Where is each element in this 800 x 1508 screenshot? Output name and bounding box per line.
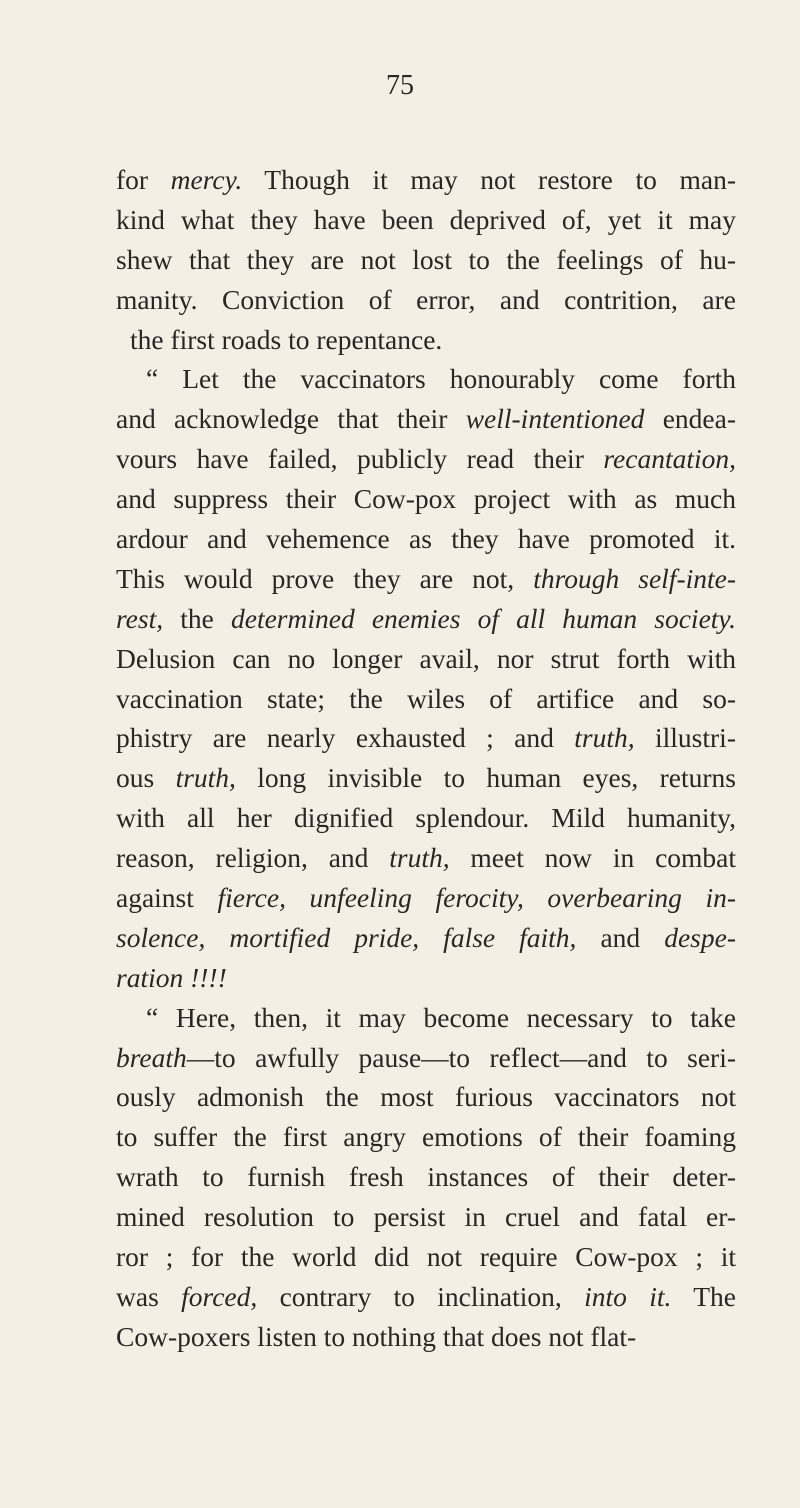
text-run: phistry are nearly exhausted ; and [116,722,575,754]
text-line [116,160,736,200]
text-run: and [576,921,665,953]
text-line [116,1277,736,1317]
text-run: to suffer the first angry emotions of their foaming [116,1121,736,1153]
text-line [116,838,736,878]
italic-text: recantation, [603,443,736,475]
text-run: endea- [644,403,736,435]
text-line [116,798,736,838]
text-run: the first roads to repentance. [130,323,443,355]
text-run: for [116,164,171,195]
text-line [116,320,736,360]
text-line [116,1038,736,1078]
italic-text: well-intentioned [465,403,645,435]
text-run: “ Let the vaccinators honourably come forth [146,363,736,395]
text-run: shew that they are not lost to the feelings of hu- [116,243,736,275]
text-line [116,479,736,519]
text-run: meet now in combat [449,842,736,874]
italic-text: despe- [664,921,736,953]
text-line [116,559,736,599]
italic-text: rest, [116,602,164,634]
text-run: Cow-poxers listen to nothing that does not flat- [116,1320,637,1352]
text-run: and suppress their Cow-pox project with as much [116,483,736,515]
text-run: —to awfully pause—to reflect—and to seri- [186,1041,736,1073]
italic-text: ration !!!! [116,961,227,993]
text-run: kind what they have been deprived of, yet it may [116,203,736,235]
text-line [116,758,736,798]
text-run: and acknowledge that their [116,403,466,435]
text-line [116,1157,736,1197]
italic-text: determined enemies of all human society. [231,602,736,634]
italic-text: through self-inte- [533,562,736,594]
text-line [116,639,736,679]
text-line [116,359,736,399]
italic-text: truth, [574,722,635,754]
text-run: wrath to furnish fresh instances of their deter- [116,1161,736,1193]
text-run: was [116,1280,182,1312]
italic-text: forced, [181,1280,258,1312]
italic-text: breath [116,1041,187,1073]
text-run: with all her dignified splendour. Mild humanity, [116,802,736,834]
text-run: The [671,1280,736,1312]
text-line [116,1237,736,1277]
text-line [116,958,736,998]
text-line [116,998,736,1038]
text-run: Though it may not restore to man- [242,164,736,195]
text-line [116,280,736,320]
body-text [116,160,736,1357]
text-run: the [163,602,231,634]
text-run: illustri- [634,722,736,754]
italic-text: fierce, unfeeling ferocity, overbearing in- [217,882,736,914]
text-run: vours have failed, publicly read their [116,443,604,475]
text-run: ardour and vehemence as they have promoted it. [116,523,736,555]
text-line [116,718,736,758]
italic-text: truth, [175,762,236,794]
text-line [116,599,736,639]
text-run: Delusion can no longer avail, nor strut forth with [116,642,736,674]
italic-text: truth, [389,842,450,874]
text-run: ror ; for the world did not require Cow-pox ; it [116,1241,736,1273]
italic-text: into it. [584,1280,672,1312]
text-line [116,918,736,958]
text-run: “ Here, then, it may become necessary to take [146,1001,736,1033]
text-line [116,1317,736,1357]
text-line [116,519,736,559]
text-run: vaccination state; the wiles of artifice and so- [116,682,736,714]
text-line [116,1197,736,1237]
text-line [116,439,736,479]
text-run: mined resolution to persist in cruel and fatal er- [116,1201,736,1233]
text-run: This would prove they are not, [116,562,534,594]
text-line [116,1117,736,1157]
text-run: against [116,882,218,914]
text-run: reason, religion, and [116,842,390,874]
text-run: ously admonish the most furious vaccinators not [116,1081,736,1113]
italic-text: mercy. [170,164,243,195]
text-run: ous [116,762,176,794]
text-line [116,878,736,918]
page-number: 75 [386,70,414,101]
text-line [116,200,736,240]
text-run: long invisible to human eyes, returns [235,762,736,794]
text-line [116,1077,736,1117]
text-line [116,399,736,439]
italic-text: solence, mortified pride, false faith, [116,921,577,953]
text-line [116,240,736,280]
text-run: contrary to inclination, [257,1280,585,1312]
text-line [116,679,736,719]
text-run: manity. Conviction of error, and contrition, are [116,283,736,315]
